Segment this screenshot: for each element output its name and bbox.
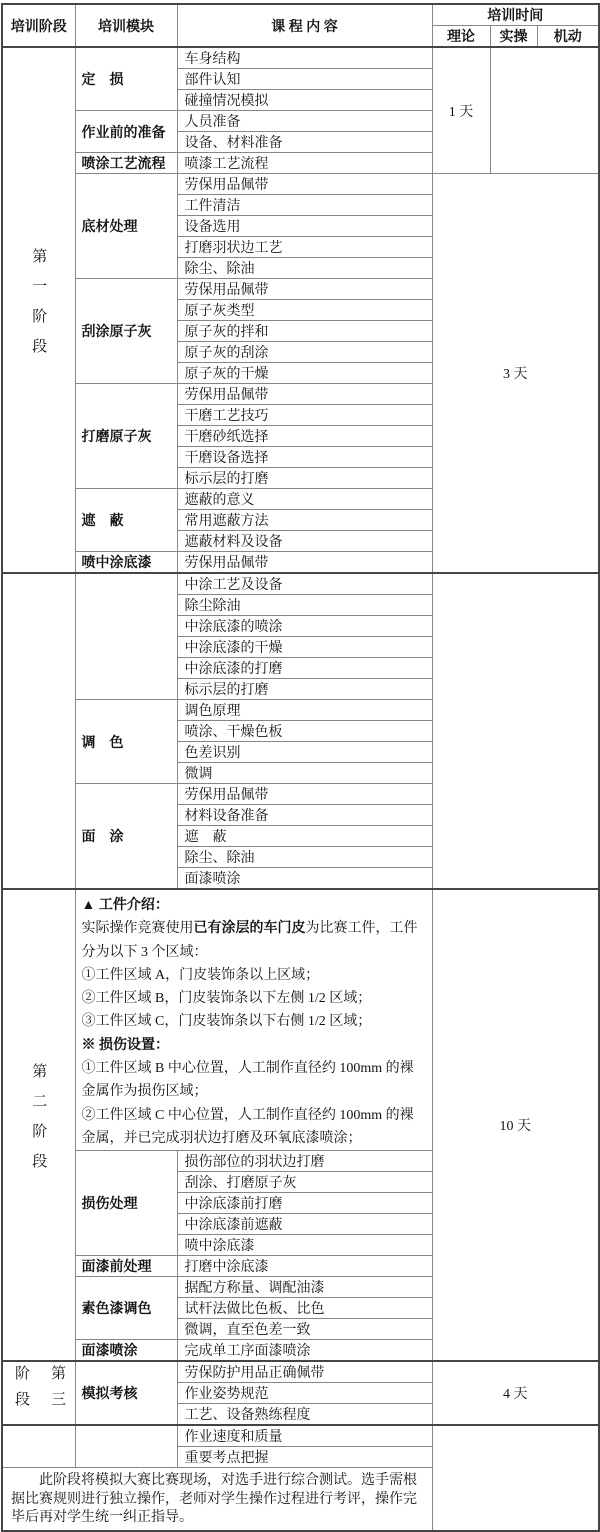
col-header-module: 培训模块: [75, 4, 177, 47]
table-row: [2, 47, 599, 69]
module-cell: 打磨原子灰: [75, 384, 177, 489]
module-cell: 损伤处理: [75, 1151, 177, 1256]
course-item-cell: 原子灰的刮涂: [177, 342, 432, 363]
module-cell: 调 色: [75, 700, 177, 784]
course-item-cell: 据配方称量、调配油漆: [177, 1277, 432, 1298]
time-cell: 3 天: [432, 174, 599, 574]
course-item-cell: 原子灰类型: [177, 300, 432, 321]
course-item-cell: 劳保用品佩带: [177, 174, 432, 195]
col-header-content: 课 程 内 容: [177, 4, 432, 47]
course-item-cell: 喷涂、干燥色板: [177, 721, 432, 742]
course-item-cell: 喷漆工艺流程: [177, 153, 432, 174]
intro-paragraph: [82, 987, 426, 1010]
module-cell: [75, 1425, 177, 1468]
module-cell: 模拟考核: [75, 1361, 177, 1425]
course-item-cell: 原子灰的干燥: [177, 363, 432, 384]
intro-text: ①工件区域 A，门皮装饰条以上区域；: [81, 967, 320, 983]
table-row: [2, 1361, 599, 1383]
course-item-cell: 部件认知: [177, 69, 432, 90]
time-theory-cell: 1 天: [432, 47, 490, 174]
intro-text: ※ 损伤设置：: [81, 1037, 169, 1053]
phase-cell: [2, 47, 75, 573]
phase-cell: [2, 889, 75, 1361]
course-item-cell: 常用遮蔽方法: [177, 510, 432, 531]
course-item-cell: 损伤部位的羽状边打磨: [177, 1151, 432, 1172]
table-row: [2, 573, 599, 595]
course-item-cell: 干磨工艺技巧: [177, 405, 432, 426]
course-item-cell: 中涂工艺及设备: [177, 573, 432, 595]
course-item-cell: 色差识别: [177, 742, 432, 763]
course-item-cell: 打磨中涂底漆: [177, 1256, 432, 1277]
intro-text: ②工件区域 B，门皮装饰条以下左侧 1/2 区域；: [81, 991, 372, 1007]
intro-paragraph: [82, 1034, 426, 1057]
course-item-cell: 调色原理: [177, 700, 432, 721]
module-cell: 面 涂: [75, 784, 177, 890]
phase-cell: [2, 1425, 75, 1468]
course-item-cell: 劳保用品佩带: [177, 552, 432, 574]
course-item-cell: 劳保防护用品正确佩带: [177, 1361, 432, 1383]
course-item-cell: 设备、材料准备: [177, 132, 432, 153]
course-item-cell: 工艺、设备熟练程度: [177, 1404, 432, 1426]
course-item-cell: 碰撞情况模拟: [177, 90, 432, 111]
module-cell: [75, 573, 177, 700]
course-item-cell: 设备选用: [177, 216, 432, 237]
course-item-cell: 中涂底漆的打磨: [177, 658, 432, 679]
course-item-cell: 劳保用品佩带: [177, 384, 432, 405]
course-item-cell: 材料设备准备: [177, 805, 432, 826]
course-item-cell: 除尘、除油: [177, 258, 432, 279]
module-cell: 面漆前处理: [75, 1256, 177, 1277]
course-item-cell: 喷中涂底漆: [177, 1235, 432, 1256]
module-cell: 面漆喷涂: [75, 1340, 177, 1362]
module-cell: 刮涂原子灰: [75, 279, 177, 384]
phase-label: 第二阶段: [30, 1062, 47, 1183]
intro-text: ③工件区域 C，门皮装饰条以下右侧 1/2 区域；: [81, 1014, 372, 1030]
course-item-cell: 干磨设备选择: [177, 447, 432, 468]
col-header-theory: 理论: [432, 26, 490, 48]
intro-paragraph: [82, 1104, 426, 1151]
course-item-cell: 作业速度和质量: [177, 1425, 432, 1447]
time-cell: 10 天: [432, 889, 599, 1361]
table-row: [2, 889, 599, 1151]
course-item-cell: 完成单工序面漆喷涂: [177, 1340, 432, 1362]
time-practice-flexible-cell: [490, 47, 599, 174]
time-cell: 4 天: [432, 1361, 599, 1425]
work-intro-cell: [75, 889, 432, 1151]
course-item-cell: 车身结构: [177, 47, 432, 69]
time-cell: [432, 573, 599, 889]
intro-text: 已有涂层的车门皮: [193, 921, 306, 937]
course-item-cell: 原子灰的拌和: [177, 321, 432, 342]
course-item-cell: 标示层的打磨: [177, 468, 432, 489]
intro-paragraph: [82, 894, 426, 917]
table-row: [2, 1425, 599, 1447]
course-item-cell: 工件清洁: [177, 195, 432, 216]
module-cell: 素色漆调色: [75, 1277, 177, 1340]
col-header-phase: 培训阶段: [2, 4, 75, 47]
header-row-1: [2, 4, 599, 26]
module-cell: 作业前的准备: [75, 111, 177, 153]
table-row: [2, 174, 599, 195]
time-cell: [432, 1425, 599, 1531]
course-item-cell: 重要考点把握: [177, 1447, 432, 1468]
module-cell: 遮 蔽: [75, 489, 177, 552]
module-cell: 喷中涂底漆: [75, 552, 177, 574]
course-item-cell: 标示层的打磨: [177, 679, 432, 700]
course-item-cell: 中涂底漆的干燥: [177, 637, 432, 658]
course-item-cell: 劳保用品佩带: [177, 279, 432, 300]
table-header: [2, 4, 599, 47]
col-header-practice: 实操: [490, 26, 537, 48]
intro-text: ▲ 工件介绍：: [81, 898, 169, 913]
module-cell: 喷涂工艺流程: [75, 153, 177, 174]
intro-paragraph: [82, 1010, 426, 1033]
course-item-cell: 除尘、除油: [177, 847, 432, 868]
intro-text: 为比赛工件，工件分为以下 3 个区域：: [81, 921, 418, 960]
course-item-cell: 遮蔽材料及设备: [177, 531, 432, 552]
intro-text: ①工件区域 B 中心位置，人工制作直径约 100mm 的裸金属作为损伤区域；: [81, 1061, 414, 1100]
phase-label: 第三阶段: [13, 1364, 65, 1417]
intro-paragraph: [82, 964, 426, 987]
note-cell: 此阶段将模拟大赛比赛现场，对选手进行综合测试。选手需根据比赛规则进行独立操作，老师对学生操作过程进行考评，操作完毕后再对学生统一纠正指导。: [2, 1468, 432, 1531]
training-schedule-table: [1, 3, 600, 1532]
phase-cell: [2, 573, 75, 889]
intro-paragraph: [82, 1057, 426, 1104]
intro-paragraph: [82, 917, 426, 964]
course-item-cell: 除尘除油: [177, 595, 432, 616]
module-cell: 定 损: [75, 47, 177, 111]
course-item-cell: 微调，直至色差一致: [177, 1319, 432, 1340]
course-item-cell: 干磨砂纸选择: [177, 426, 432, 447]
course-item-cell: 遮蔽的意义: [177, 489, 432, 510]
course-item-cell: 试杆法做比色板、比色: [177, 1298, 432, 1319]
intro-text: ②工件区域 C 中心位置，人工制作直径约 100mm 的裸金属，并已完成羽状边打磨及环氧底漆喷涂；: [81, 1107, 414, 1146]
course-item-cell: 人员准备: [177, 111, 432, 132]
module-cell: 底材处理: [75, 174, 177, 279]
course-item-cell: 遮 蔽: [177, 826, 432, 847]
course-item-cell: 微调: [177, 763, 432, 784]
intro-text: 实际操作竞赛使用: [81, 921, 194, 937]
course-item-cell: 中涂底漆前打磨: [177, 1193, 432, 1214]
course-item-cell: 刮涂、打磨原子灰: [177, 1172, 432, 1193]
phase-label: 第一阶段: [30, 247, 47, 368]
course-item-cell: 作业姿势规范: [177, 1383, 432, 1404]
course-item-cell: 劳保用品佩带: [177, 784, 432, 805]
col-header-flexible: 机动: [537, 26, 599, 48]
phase-cell: [2, 1361, 75, 1425]
training-table-body: [2, 47, 599, 1531]
course-item-cell: 中涂底漆前遮蔽: [177, 1214, 432, 1235]
course-item-cell: 打磨羽状边工艺: [177, 237, 432, 258]
course-item-cell: 面漆喷涂: [177, 868, 432, 890]
col-header-time: 培训时间: [432, 4, 599, 26]
course-item-cell: 中涂底漆的喷涂: [177, 616, 432, 637]
